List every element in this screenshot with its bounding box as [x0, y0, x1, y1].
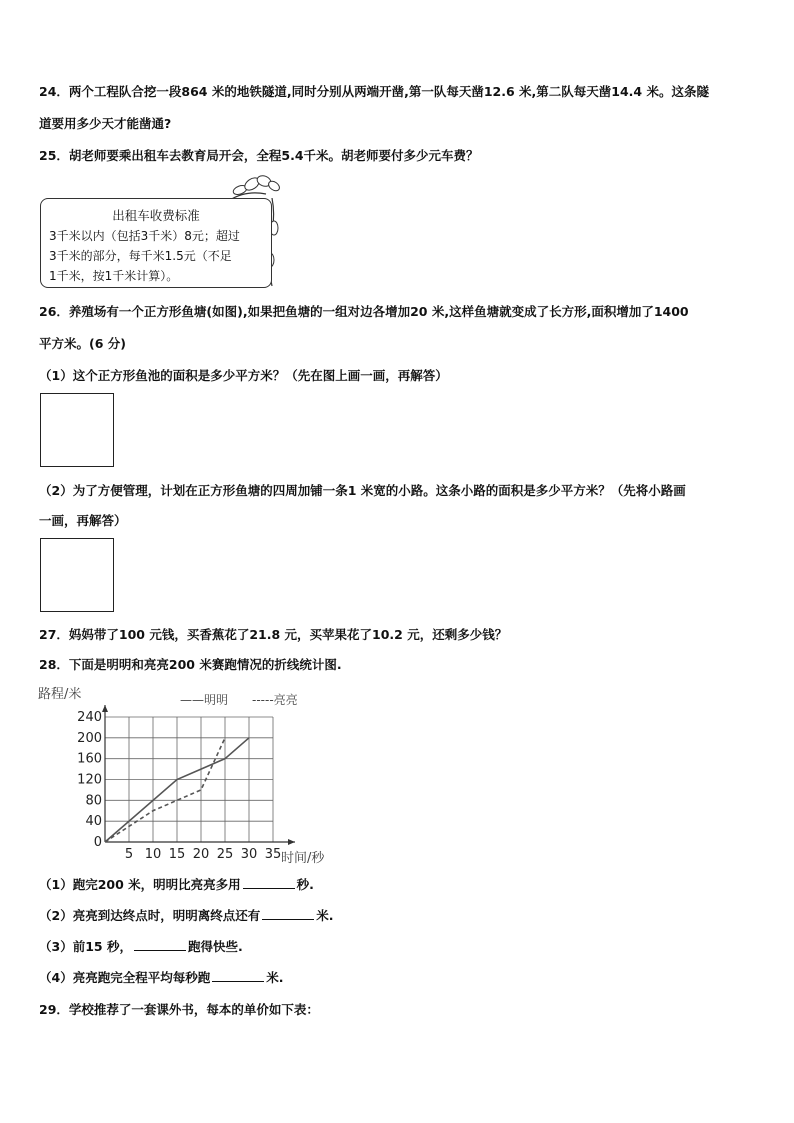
x-tick-label-3: 20: [192, 847, 210, 862]
q26-line1: 26．养殖场有一个正方形鱼塘(如图),如果把鱼塘的一组对边各增加20 米,这样鱼塘就变成了长方形,面积增加了1400: [39, 304, 689, 319]
race-line-chart: [30, 680, 350, 865]
q28-sub2-pre: （2）亮亮到达终点时，明明离终点还有: [39, 908, 261, 923]
legend-mingming: ——明明: [180, 693, 229, 707]
q28-sub1-post: 秒.: [296, 877, 314, 892]
q28-sub4: [39, 968, 283, 986]
square-pond-figure-1: [40, 393, 114, 467]
x-tick-label-5: 30: [240, 847, 258, 862]
x-tick-label-2: 15: [168, 847, 186, 862]
x-tick-label-4: 25: [216, 847, 234, 862]
q28-sub3: [39, 937, 243, 955]
square-pond-figure-2: [40, 538, 114, 612]
q28-sub4-pre: （4）亮亮跑完全程平均每秒跑: [39, 970, 211, 985]
y-tick-label-4: 160: [77, 751, 102, 767]
q29-text: 29．学校推荐了一套课外书，每本的单价如下表：: [39, 1002, 319, 1017]
y-tick-label-5: 200: [77, 730, 102, 746]
x-tick-label-6: 35: [264, 847, 282, 862]
q26-sub2-line2: 一画，再解答）: [39, 513, 127, 528]
q26-line2: 平方米。(6 分): [39, 336, 126, 351]
taxi-fare-line-2: 3千米的部分，每千米1.5元（不足: [49, 249, 232, 263]
q26-sub2-line1: （2）为了方便管理，计划在正方形鱼塘的四周加铺一条1 米宽的小路。这条小路的面积是多少平方米？（先将小路画: [39, 483, 686, 498]
q24-line2: 道要用多少天才能凿通?: [39, 116, 172, 131]
q26-sub1: （1）这个正方形鱼池的面积是多少平方米？（先在图上画一画，再解答）: [39, 368, 448, 383]
answer-blank-1[interactable]: [243, 877, 295, 889]
q28-sub1-pre: （1）跑完200 米，明明比亮亮多用: [39, 877, 241, 892]
q28-text: 28．下面是明明和亮亮200 米赛跑情况的折线统计图.: [39, 657, 342, 672]
x-axis-label: 时间/秒: [281, 851, 325, 865]
q28-sub3-pre: （3）前15 秒，: [39, 939, 132, 954]
y-tick-label-3: 120: [77, 772, 102, 788]
q28-sub4-post: 米.: [266, 970, 284, 985]
q28-sub2-post: 米.: [316, 908, 334, 923]
q28-sub3-post: 跑得快些.: [187, 939, 243, 954]
taxi-fare-line-1: 3千米以内（包括3千米）8元；超过: [49, 229, 240, 243]
y-tick-label-1: 40: [85, 814, 102, 830]
y-tick-label-6: 240: [77, 710, 102, 725]
answer-blank-4[interactable]: [212, 970, 264, 982]
taxi-fare-line-3: 1千米，按1千米计算）。: [49, 269, 179, 283]
q27-text: 27．妈妈带了100 元钱，买香蕉花了21.8 元，买苹果花了10.2 元，还剩多少钱？: [39, 627, 508, 642]
q24-line1: 24．两个工程队合挖一段864 米的地铁隧道,同时分别从两端开凿,第一队每天凿12.6 米,第二队每天凿14.4 米。这条隧: [39, 84, 709, 99]
x-axis-arrow: [288, 839, 295, 845]
legend-liangliang: -----亮亮: [252, 693, 298, 707]
x-tick-label-0: 5: [124, 847, 134, 862]
q28-sub2: [39, 906, 333, 924]
taxi-fare-title: 出租车收费标准: [112, 208, 200, 223]
q28-sub1: [39, 875, 314, 893]
y-tick-label-2: 80: [85, 793, 102, 809]
answer-blank-2[interactable]: [262, 908, 314, 920]
y-axis-arrow: [102, 705, 108, 712]
y-tick-label-0: 0: [93, 835, 102, 850]
answer-blank-3[interactable]: [134, 939, 186, 951]
q25-text: 25．胡老师要乘出租车去教育局开会，全程5.4千米。胡老师要付多少元车费？: [39, 148, 479, 163]
x-tick-label-1: 10: [144, 847, 162, 862]
y-axis-label: 路程/米: [38, 687, 82, 702]
taxi-fare-notice: [40, 198, 272, 288]
